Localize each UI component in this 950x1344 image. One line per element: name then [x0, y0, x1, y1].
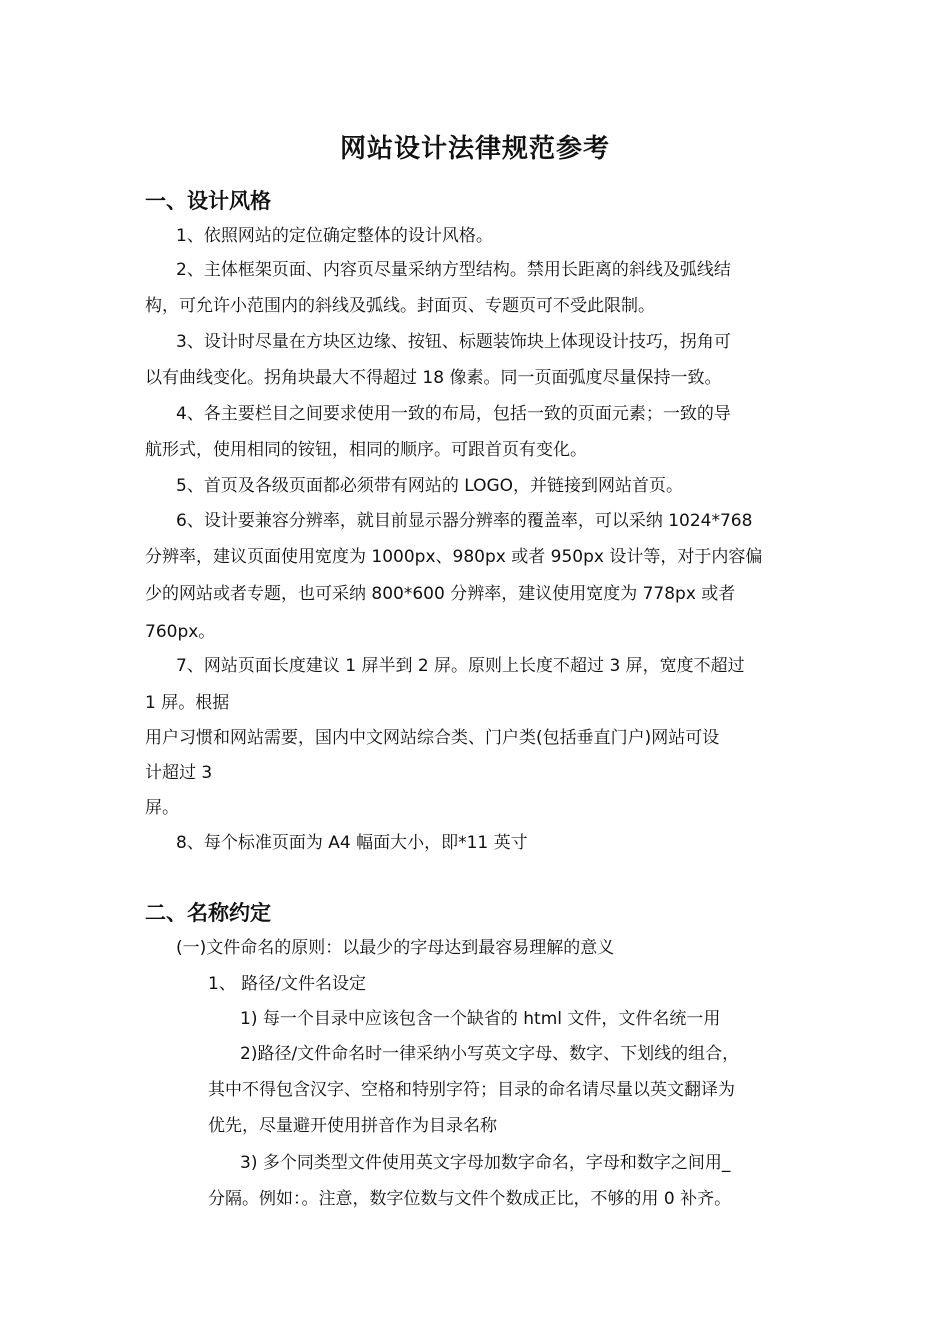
- paragraph-line: 1、依照网站的定位确定整体的设计风格。: [176, 226, 493, 246]
- paragraph-line: 8、每个标准页面为 A4 幅面大小，即*11 英寸: [176, 833, 528, 853]
- paragraph-line: 1) 每一个目录中应该包含一个缺省的 html 文件，文件名统一用: [240, 1009, 721, 1029]
- paragraph-line: 7、网站页面长度建议 1 屏半到 2 屏。原则上长度不超过 3 屏，宽度不超过: [176, 656, 745, 676]
- paragraph-line: 分隔。例如：。注意，数字位数与文件个数成正比，不够的用 0 补齐。: [208, 1189, 732, 1209]
- document-title: 网站设计法律规范参考: [339, 134, 610, 164]
- section-heading-design-style: 一、设计风格: [145, 189, 271, 213]
- paragraph-line: 760px。: [145, 622, 216, 642]
- paragraph-line: 6、设计要兼容分辨率，就目前显示器分辨率的覆盖率，可以采纳 1024*768: [176, 511, 753, 531]
- paragraph-line: 分辨率，建议页面使用宽度为 1000px、980px 或者 950px 设计等，对于内容偏: [145, 547, 763, 567]
- paragraph-line: 2、主体框架页面、内容页尽量采纳方型结构。禁用长距离的斜线及弧线结: [176, 260, 731, 280]
- paragraph-line: 计超过 3: [145, 763, 213, 783]
- paragraph-line: (一)文件命名的原则：以最少的字母达到最容易理解的意义: [176, 938, 615, 958]
- section-heading-naming: 二、名称约定: [145, 901, 271, 925]
- paragraph-line: 构，可允许小范围内的斜线及弧线。封面页、专题页可不受此限制。: [145, 296, 655, 316]
- paragraph-line: 2)路径/文件命名时一律采纳小写英文字母、数字、下划线的组合，: [240, 1044, 740, 1064]
- paragraph-line: 4、各主要栏目之间要求使用一致的布局，包括一致的页面元素；一致的导: [176, 404, 731, 424]
- paragraph-line: 其中不得包含汉字、空格和特别字符；目录的命名请尽量以英文翻译为: [208, 1080, 735, 1100]
- paragraph-line: 1、 路径/文件名设定: [208, 974, 366, 994]
- paragraph-line: 以有曲线变化。拐角块最大不得超过 18 像素。同一页面弧度尽量保持一致。: [145, 368, 722, 388]
- paragraph-line: 优先，尽量避开使用拼音作为目录名称: [208, 1116, 497, 1136]
- paragraph-line: 3) 多个同类型文件使用英文字母加数字命名，字母和数字之间用_: [240, 1153, 731, 1173]
- paragraph-line: 屏。: [145, 798, 179, 818]
- paragraph-line: 1 屏。根据: [145, 693, 230, 713]
- paragraph-line: 3、设计时尽量在方块区边缘、按钮、标题装饰块上体现设计技巧，拐角可: [176, 332, 731, 352]
- paragraph-line: 航形式，使用相同的铵钮，相同的顺序。可跟首页有变化。: [145, 440, 587, 460]
- paragraph-line: 用户习惯和网站需要，国内中文网站综合类、门户类(包括垂直门户)网站可设: [145, 728, 720, 748]
- paragraph-line: 5、首页及各级页面都必须带有网站的 LOGO，并链接到网站首页。: [176, 476, 684, 496]
- paragraph-line: 少的网站或者专题，也可采纳 800*600 分辨率，建议使用宽度为 778px 或者: [145, 584, 736, 604]
